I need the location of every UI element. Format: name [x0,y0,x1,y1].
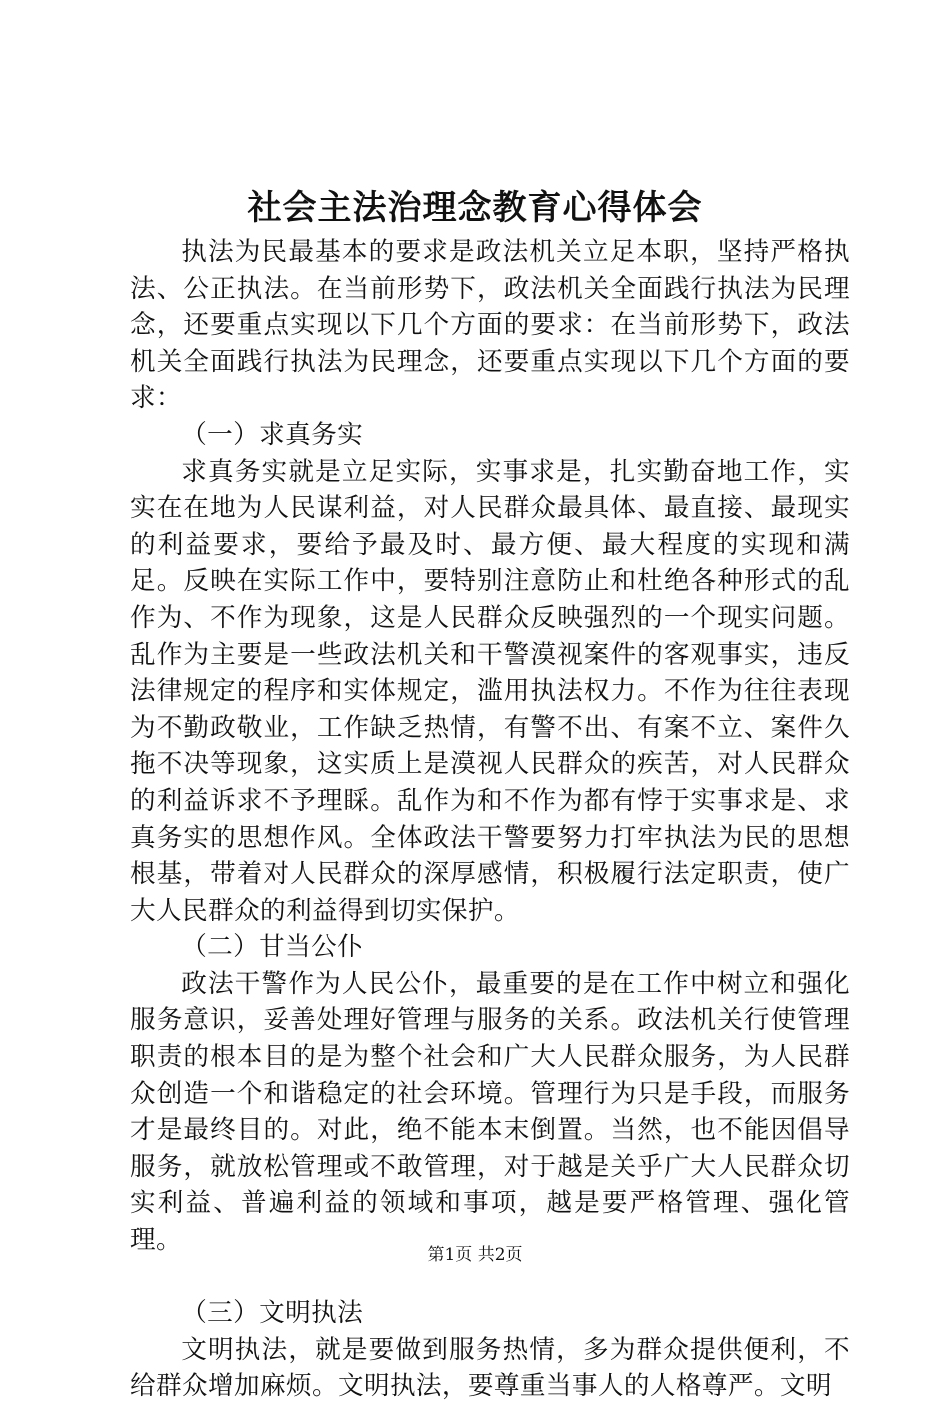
section-heading-1: （一）求真务实 [181,419,364,450]
section-heading-2: （二）甘当公仆 [181,932,364,963]
section-heading-3: （三）文明执法 [181,1298,364,1329]
document-body [130,234,850,1405]
intro-paragraph: 执法为民最基本的要求是政法机关立足本职，坚持严格执法、公正执法。在当前形势下，政法机关全面践行执法为民理念，还要重点实现以下几个方面的要求：在当前形势下，政法机关全面践行执法为民理念，还要重点实现以下几个方面的要求： [130,237,850,414]
page-number-footer: 第1页 共2页 [427,1245,523,1265]
section-paragraph-1: 求真务实就是立足实际，实事求是，扎实勤奋地工作，实实在在地为人民谋利益，对人民群众最具体、最直接、最现实的利益要求，要给予最及时、最方便、最大程度的实现和满足。反映在实际工作中，要特别注意防止和杜绝各种形式的乱作为、不作为现象，这是人民群众反映强烈的一个现实问题。乱作为主要是一些政法机关和干警漠视案件的客观事实，违反法律规定的程序和实体规定，滥用执法权力。不作为往往表现为不勤政敬业，工作缺乏热情，有警不出、有案不立、案件久拖不决等现象，这实质上是漠视人民群众的疾苦，对人民群众的利益诉求不予理睬。乱作为和不作为都有悖于实事求是、求真务实的思想作风。全体政法干警要努力打牢执法为民的思想根基，带着对人民群众的深厚感情，积极履行法定职责，使广大人民群众的利益得到切实保护。 [130,456,850,926]
document-title: 社会主法治理念教育心得体会 [247,188,703,228]
section-paragraph-2: 政法干警作为人民公仆，最重要的是在工作中树立和强化服务意识，妥善处理好管理与服务的关系。政法机关行使管理职责的根本目的是为整个社会和广大人民群众服务，为人民群众创造一个和谐稳定的社会环境。管理行为只是手段，而服务才是最终目的。对此，绝不能本末倒置。当然，也不能因倡导服务，就放松管理或不敢管理，对于越是关乎广大人民群众切实利益、普遍利益的领域和事项，越是要严格管理、强化管理。 [130,968,850,1256]
section-paragraph-3: 文明执法，就是要做到服务热情，多为群众提供便利，不给群众增加麻烦。文明执法，要尊重当事人的人格尊严。文明 [130,1334,850,1402]
